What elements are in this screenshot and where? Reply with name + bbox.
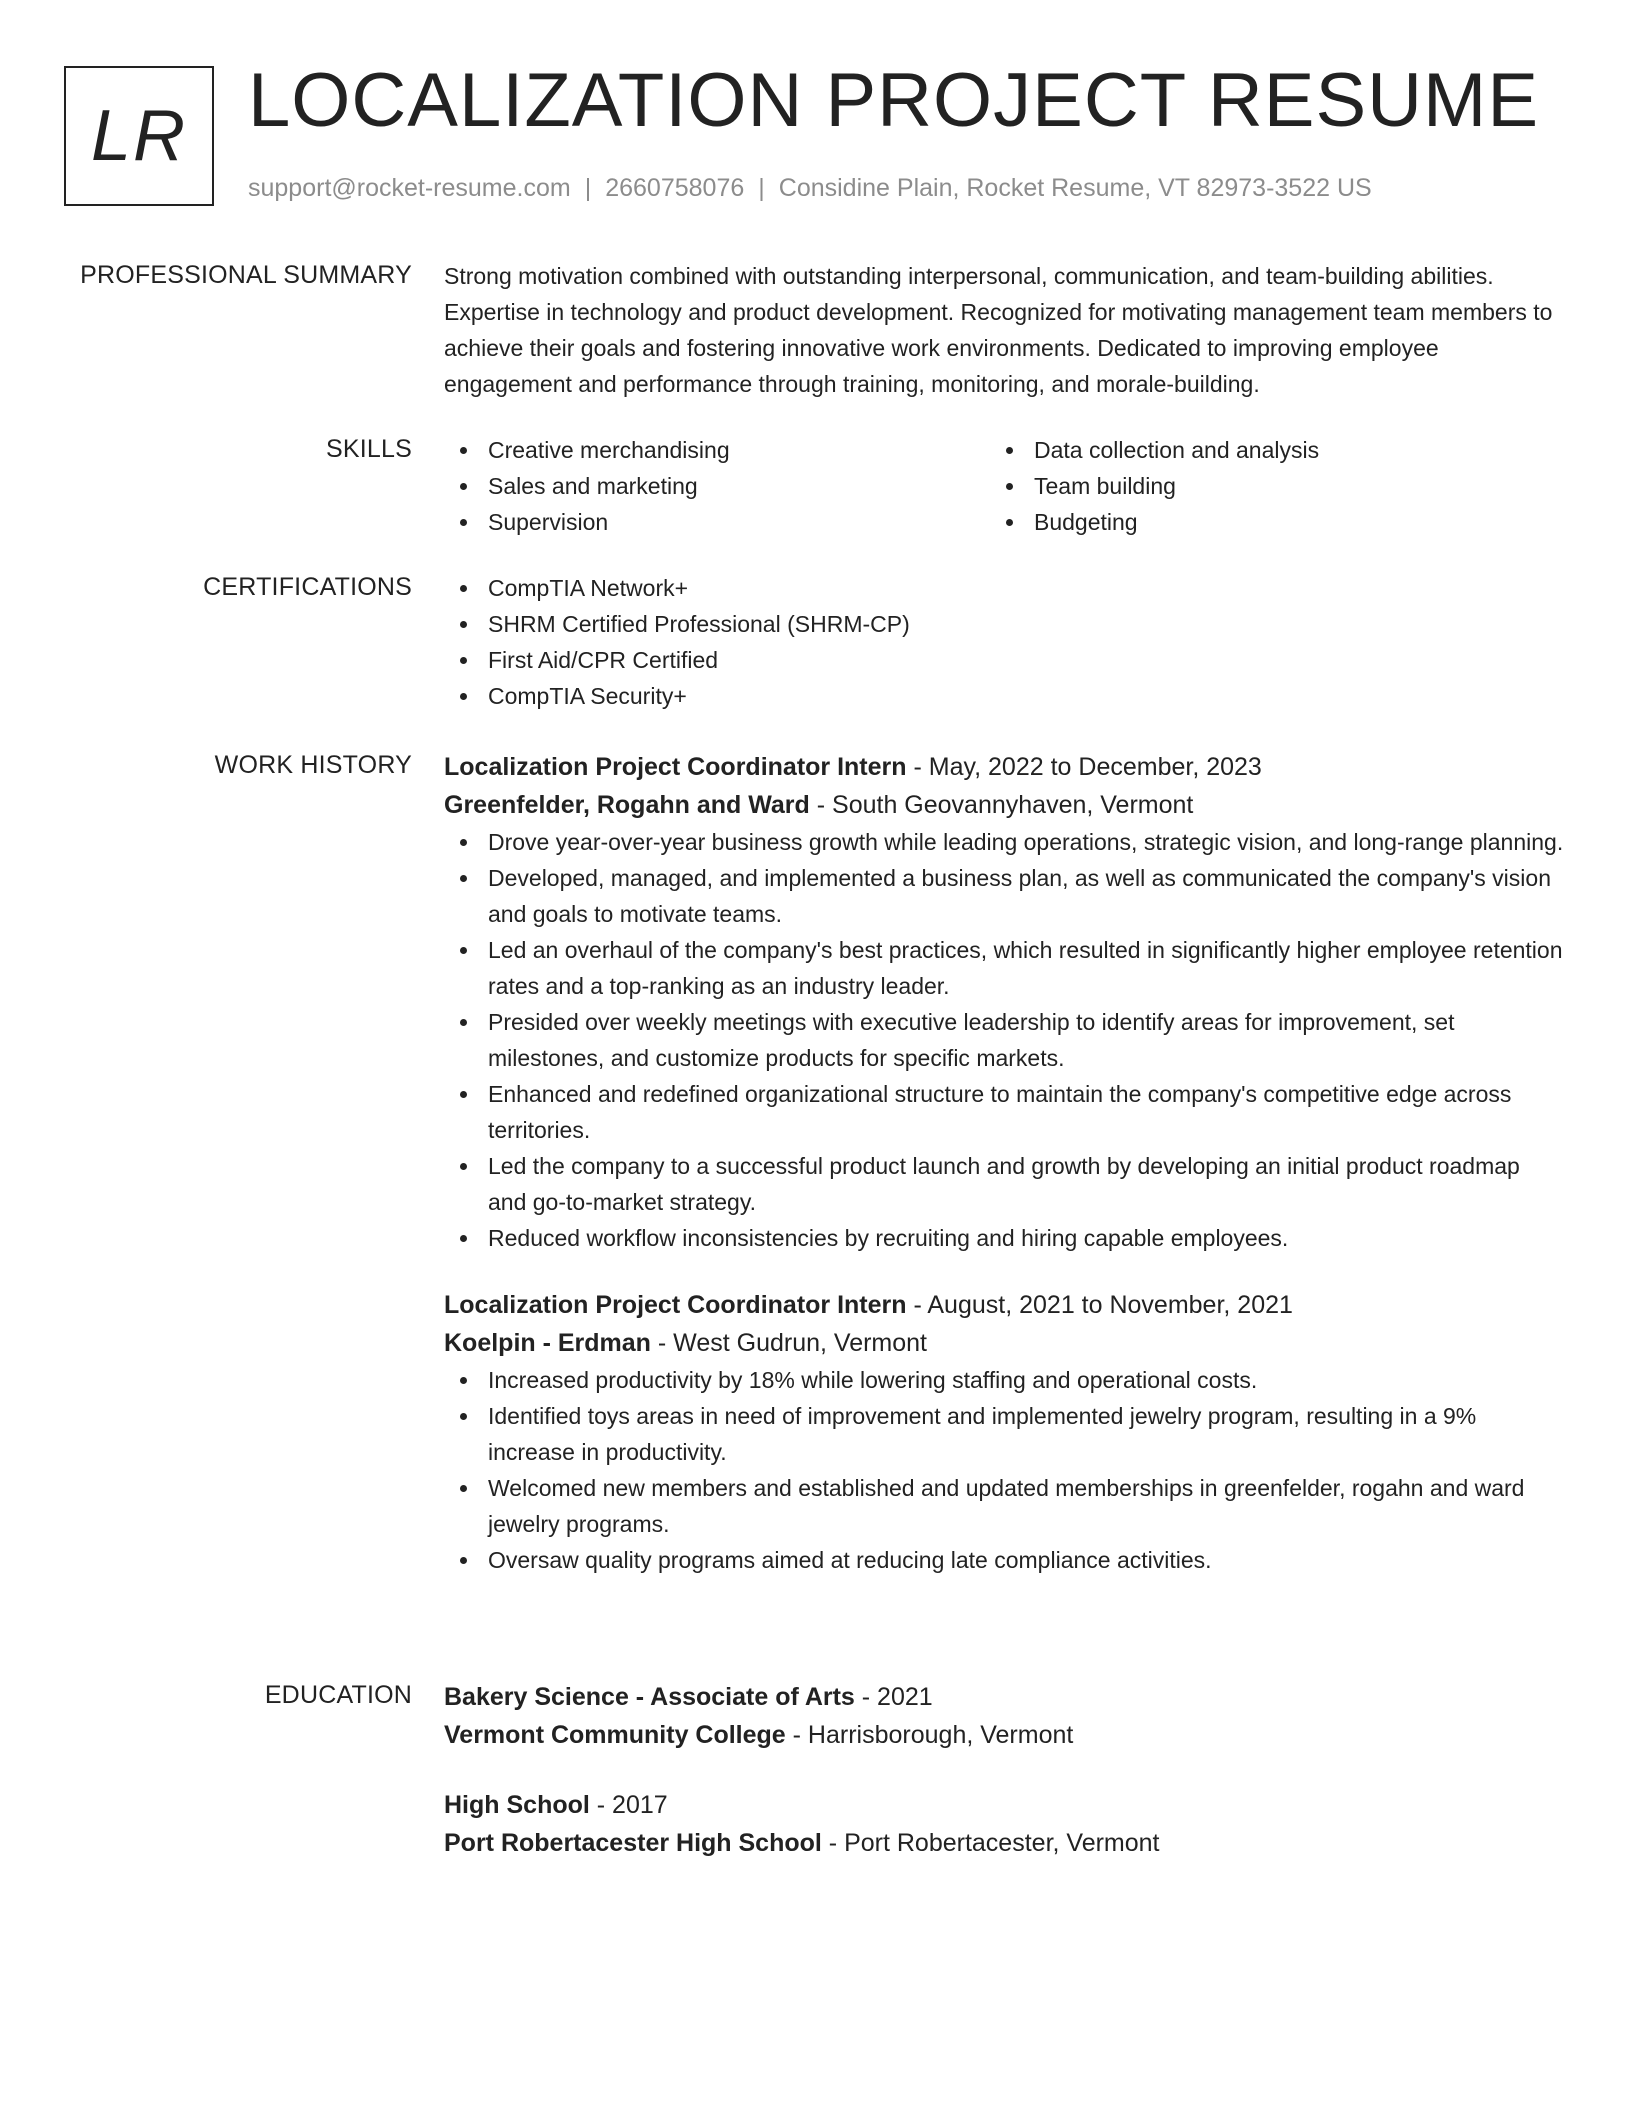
job-bullet: Welcomed new members and established and updated memberships in greenfelder, rogahn and ward jewelry programs.: [444, 1470, 1564, 1542]
summary-text: Strong motivation combined with outstanding interpersonal, communication, and team-building abilities. Expertise in technology and product development. Recognized for motivating management team members to achieve their goals and fostering innovative work environments. Dedicated to improving employee engagement and performance through training, monitoring, and morale-building.: [444, 263, 1553, 397]
section-heading: WORK HISTORY: [214, 751, 412, 779]
contact-phone: 2660758076: [605, 174, 745, 202]
job-location: - South Geovannyhaven, Vermont: [809, 791, 1194, 819]
job-dates: - May, 2022 to December, 2023: [906, 753, 1262, 781]
section-heading: EDUCATION: [264, 1681, 412, 1709]
job-company-line: [444, 1324, 1564, 1362]
skill-item: Team building: [990, 468, 1536, 504]
skills-column-left: [444, 432, 990, 540]
school: Port Robertacester High School: [444, 1829, 822, 1857]
monogram-logo: [64, 66, 214, 206]
summary-body: [444, 258, 1564, 402]
job-bullet: Led the company to a successful product launch and growth by developing an initial product roadmap and go-to-market strategy.: [444, 1148, 1564, 1220]
job-entry: [444, 1286, 1564, 1578]
job-bullet: Led an overhaul of the company's best practices, which resulted in significantly higher employee retention rates and a top-ranking as an industry leader.: [444, 932, 1564, 1004]
education-entry: [444, 1678, 1564, 1754]
degree-year: - 2021: [854, 1683, 933, 1711]
job-location: - West Gudrun, Vermont: [650, 1329, 928, 1357]
job-company: Greenfelder, Rogahn and Ward: [444, 791, 810, 819]
job-bullet: Enhanced and redefined organizational structure to maintain the company's competitive edge across territories.: [444, 1076, 1564, 1148]
school-location: - Port Robertacester, Vermont: [821, 1829, 1160, 1857]
contact-separator: |: [584, 174, 592, 202]
section-heading: PROFESSIONAL SUMMARY: [80, 261, 412, 289]
job-company: Koelpin - Erdman: [444, 1329, 651, 1357]
degree-year: - 2017: [589, 1791, 668, 1819]
degree: High School: [444, 1791, 590, 1819]
job-title-line: [444, 748, 1564, 786]
section-heading: CERTIFICATIONS: [203, 573, 412, 601]
skills-column-right: [990, 432, 1536, 540]
school-location: - Harrisborough, Vermont: [785, 1721, 1074, 1749]
school: Vermont Community College: [444, 1721, 786, 1749]
contact-line: [248, 172, 1372, 204]
skill-item: Sales and marketing: [444, 468, 990, 504]
skill-item: Creative merchandising: [444, 432, 990, 468]
job-bullet: Drove year-over-year business growth while leading operations, strategic vision, and long-range planning.: [444, 824, 1564, 860]
education-entry: [444, 1786, 1564, 1862]
skill-item: Data collection and analysis: [990, 432, 1536, 468]
job-bullet: Developed, managed, and implemented a business plan, as well as communicated the company's vision and goals to motivate teams.: [444, 860, 1564, 932]
contact-separator: |: [758, 174, 765, 202]
degree-line: [444, 1678, 1564, 1716]
certifications-list: [444, 570, 1564, 714]
degree-line: [444, 1786, 1564, 1824]
school-line: [444, 1716, 1564, 1754]
work-history-body: [444, 748, 1564, 1578]
degree: Bakery Science - Associate of Arts: [444, 1683, 855, 1711]
job-title-line: [444, 1286, 1564, 1324]
job-bullet: Reduced workflow inconsistencies by recruiting and hiring capable employees.: [444, 1220, 1564, 1256]
school-line: [444, 1824, 1564, 1862]
certification-item: CompTIA Security+: [444, 678, 1564, 714]
job-bullet: Presided over weekly meetings with executive leadership to identify areas for improvement, set milestones, and customize products for specific markets.: [444, 1004, 1564, 1076]
job-bullets: [444, 824, 1564, 1256]
job-bullet: Oversaw quality programs aimed at reducing late compliance activities.: [444, 1542, 1564, 1578]
job-bullets: [444, 1362, 1564, 1578]
job-title: Localization Project Coordinator Intern: [444, 753, 907, 781]
resume-title: LOCALIZATION PROJECT RESUME: [248, 58, 1540, 143]
monogram-initials: LR: [90, 96, 188, 176]
certification-item: First Aid/CPR Certified: [444, 642, 1564, 678]
job-company-line: [444, 786, 1564, 824]
certification-item: CompTIA Network+: [444, 570, 1564, 606]
certification-item: SHRM Certified Professional (SHRM-CP): [444, 606, 1564, 642]
job-dates: - August, 2021 to November, 2021: [906, 1291, 1293, 1319]
contact-address: Considine Plain, Rocket Resume, VT 82973-3522 US: [778, 174, 1372, 202]
job-entry: [444, 748, 1564, 1256]
skill-item: Supervision: [444, 504, 990, 540]
job-bullet: Increased productivity by 18% while lowering staffing and operational costs.: [444, 1362, 1564, 1398]
job-bullet: Identified toys areas in need of improvement and implemented jewelry program, resulting in a 9% increase in productivity.: [444, 1398, 1564, 1470]
certifications-body: [444, 570, 1564, 714]
contact-email: support@rocket-resume.com: [248, 174, 571, 202]
skills-body: [444, 432, 1564, 540]
section-heading: SKILLS: [326, 435, 412, 463]
job-title: Localization Project Coordinator Intern: [444, 1291, 907, 1319]
education-body: [444, 1678, 1564, 1862]
skill-item: Budgeting: [990, 504, 1536, 540]
